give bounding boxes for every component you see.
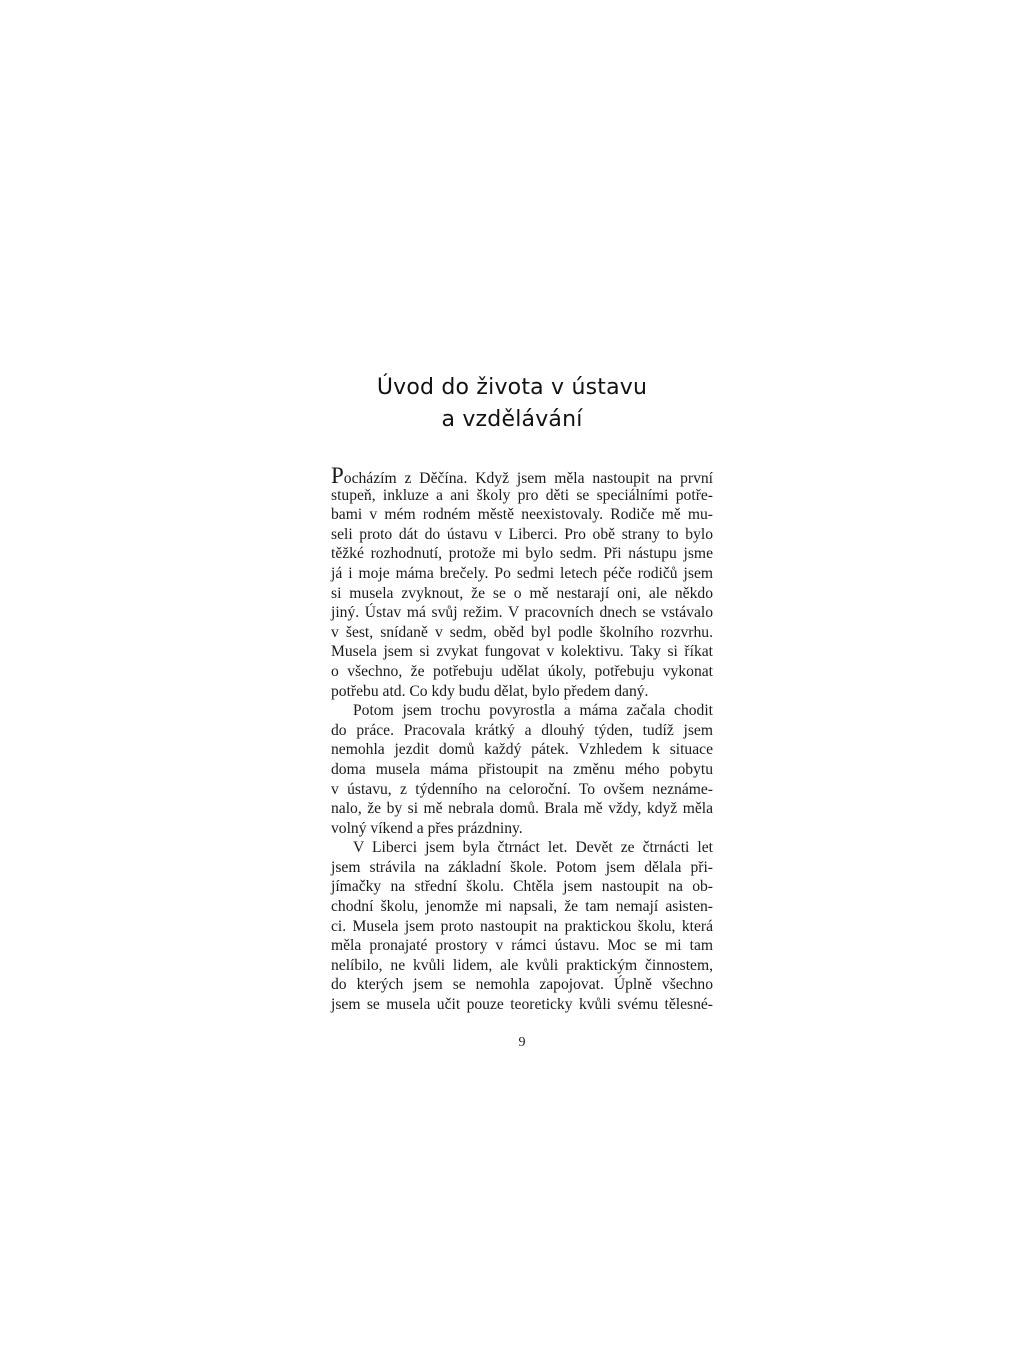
paragraph-line: Musela jsem si zvykat fungovat v kolektivu. Taky si říkat <box>331 643 713 661</box>
paragraph-line: jímačky na střední školu. Chtěla jsem nastoupit na ob- <box>331 878 713 896</box>
paragraph-line: chodní školu, jenomže mi napsali, že tam nemají asisten- <box>331 898 713 916</box>
paragraph-line: stupeň, inkluze a ani školy pro děti se speciálními potře- <box>331 486 713 504</box>
paragraph-line: jiný. Ústav má svůj režim. V pracovních dnech se vstávalo <box>331 604 713 622</box>
paragraph-line: těžké rozhodnutí, protože mi bylo sedm. Při nástupu jsme <box>331 545 713 563</box>
paragraph-line: ci. Musela jsem proto nastoupit na praktickou školu, která <box>331 917 713 935</box>
drop-cap: P <box>331 463 344 488</box>
paragraph-line: nalo, že by si mě nebrala domů. Brala mě vždy, když měla <box>331 800 713 818</box>
chapter-title-line-1: Úvod do života v ústavu <box>376 375 648 400</box>
paragraph-line: v ústavu, z týdenního na celoroční. To ovšem neznáme- <box>331 780 713 798</box>
paragraph-line: jsem strávila na základní škole. Potom jsem dělala při- <box>331 858 713 876</box>
paragraph-line <box>331 463 713 488</box>
chapter-title <box>312 372 712 436</box>
paragraph-line: o všechno, že potřebuju udělat úkoly, potřebuju vykonat <box>331 662 713 680</box>
paragraph-line: doma musela máma přistoupit na změnu mého pobytu <box>331 760 713 778</box>
paragraph-line: si musela zvyknout, že se o mě nestarají oni, ale někdo <box>331 584 713 602</box>
paragraph-line: do práce. Pracovala krátký a dlouhý týden, tudíž jsem <box>331 721 713 739</box>
chapter-body <box>331 463 713 1015</box>
page-number: 9 <box>518 1035 526 1050</box>
paragraph-line-text: ocházím z Děčína. Když jsem měla nastoupit na první <box>343 470 713 487</box>
paragraph-line: bami v mém rodném městě neexistovaly. Rodiče mě mu- <box>331 506 713 524</box>
paragraph-line: měla pronajaté prostory v rámci ústavu. Moc se mi tam <box>331 937 713 955</box>
chapter-title-line-2: a vzdělávání <box>441 407 583 432</box>
paragraph-line: Potom jsem trochu povyrostla a máma začala chodit <box>353 702 713 720</box>
paragraph-line: do kterých jsem se nemohla zapojovat. Úplně všechno <box>331 976 713 994</box>
paragraph-line: nemohla jezdit domů každý pátek. Vzhledem k situace <box>331 741 713 759</box>
paragraph-line: nelíbilo, ne kvůli lidem, ale kvůli praktickým činnostem, <box>331 956 713 974</box>
paragraph-line: seli proto dát do ústavu v Liberci. Pro obě strany to bylo <box>331 525 713 543</box>
paragraph-line: V Liberci jsem byla čtrnáct let. Devět ze čtrnácti let <box>353 839 713 857</box>
paragraph-line: volný víkend a přes prázdniny. <box>331 819 523 837</box>
paragraph-line: v šest, snídaně v sedm, oběd byl podle školního rozvrhu. <box>331 623 713 641</box>
paragraph-line: jsem se musela učit pouze teoreticky kvůli svému tělesné- <box>331 996 713 1014</box>
paragraph-line: potřebu atd. Co kdy budu dělat, bylo předem daný. <box>331 682 649 700</box>
paragraph-line: já i moje máma brečely. Po sedmi letech péče rodičů jsem <box>331 564 713 582</box>
